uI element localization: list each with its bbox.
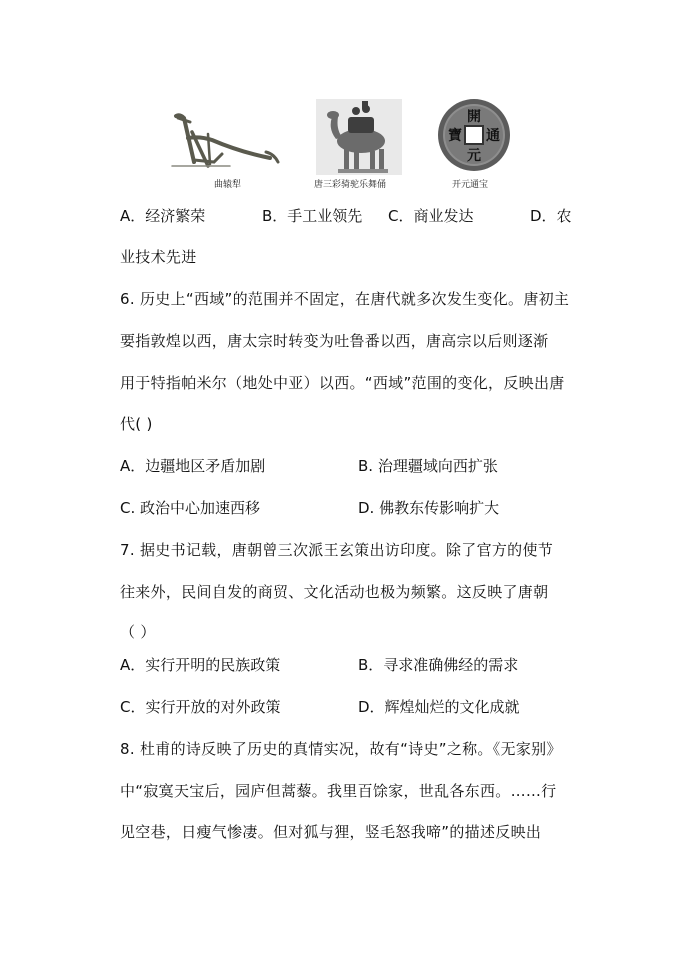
curved-plough-figure <box>170 108 285 170</box>
q8-stem-line-1: 8. 杜甫的诗反映了历史的真情实况，故有“诗史”之称。《无家别》 <box>120 740 562 758</box>
q6-option-a: A．边疆地区矛盾加剧 <box>120 457 266 475</box>
coin-char-top: 開 <box>467 109 481 125</box>
coin-char-bottom: 元 <box>467 148 481 164</box>
q5-option-a: A．经济繁荣 <box>120 207 206 225</box>
figure-caption-camel: 唐三彩骑驼乐舞俑 <box>314 180 387 190</box>
q6-stem-line-1: 6. 历史上“西域”的范围并不固定，在唐代就多次发生变化。唐初主 <box>120 290 570 308</box>
q6-stem-line-4: 代( ) <box>120 415 153 433</box>
q5-option-b: B．手工业领先 <box>262 207 363 225</box>
tang-sancai-camel-icon <box>316 99 402 175</box>
q7-option-c: C．实行开放的对外政策 <box>120 698 281 716</box>
q7-option-a: A．实行开明的民族政策 <box>120 656 281 674</box>
camel-figure <box>316 99 402 175</box>
q6-option-b: B. 治理疆域向西扩张 <box>358 457 498 475</box>
coin-char-right: 通 <box>486 128 500 144</box>
figure-caption-coin: 开元通宝 <box>452 180 489 190</box>
coin-char-left: 寶 <box>448 128 462 144</box>
kaiyuan-coin-figure <box>436 97 512 173</box>
q6-stem-line-3: 用于特指帕米尔（地处中亚）以西。“西域”范围的变化，反映出唐 <box>120 374 565 392</box>
q7-stem-line-1: 7. 据史书记载，唐朝曾三次派王玄策出访印度。除了官方的使节 <box>120 541 554 559</box>
q6-option-d: D. 佛教东传影响扩大 <box>358 499 500 517</box>
q8-stem-line-3: 见空巷，日瘦气惨凄。但对狐与狸，竖毛怒我啼”的描述反映出 <box>120 823 542 841</box>
curved-plough-icon <box>170 108 285 170</box>
q7-option-d: D．辉煌灿烂的文化成就 <box>358 698 520 716</box>
q6-stem-line-2: 要指敦煌以西，唐太宗时转变为吐鲁番以西，唐高宗以后则逐渐 <box>120 332 549 350</box>
q7-option-b: B．寻求准确佛经的需求 <box>358 656 519 674</box>
q8-stem-line-2: 中“寂寞天宝后，园庐但蒿藜。我里百馀家，世乱各东西。……行 <box>120 782 557 800</box>
q6-option-c: C. 政治中心加速西移 <box>120 499 261 517</box>
figure-caption-plough: 曲辕犁 <box>214 180 242 190</box>
q5-option-d-continued: 业技术先进 <box>120 248 197 266</box>
q5-option-c: C．商业发达 <box>388 207 474 225</box>
q5-option-d: D．农 <box>530 207 572 225</box>
kaiyuan-coin-icon <box>436 97 512 173</box>
q7-stem-line-2: 往来外，民间自发的商贸、文化活动也极为频繁。这反映了唐朝 <box>120 583 549 601</box>
q7-stem-line-3: （ ） <box>120 623 156 641</box>
